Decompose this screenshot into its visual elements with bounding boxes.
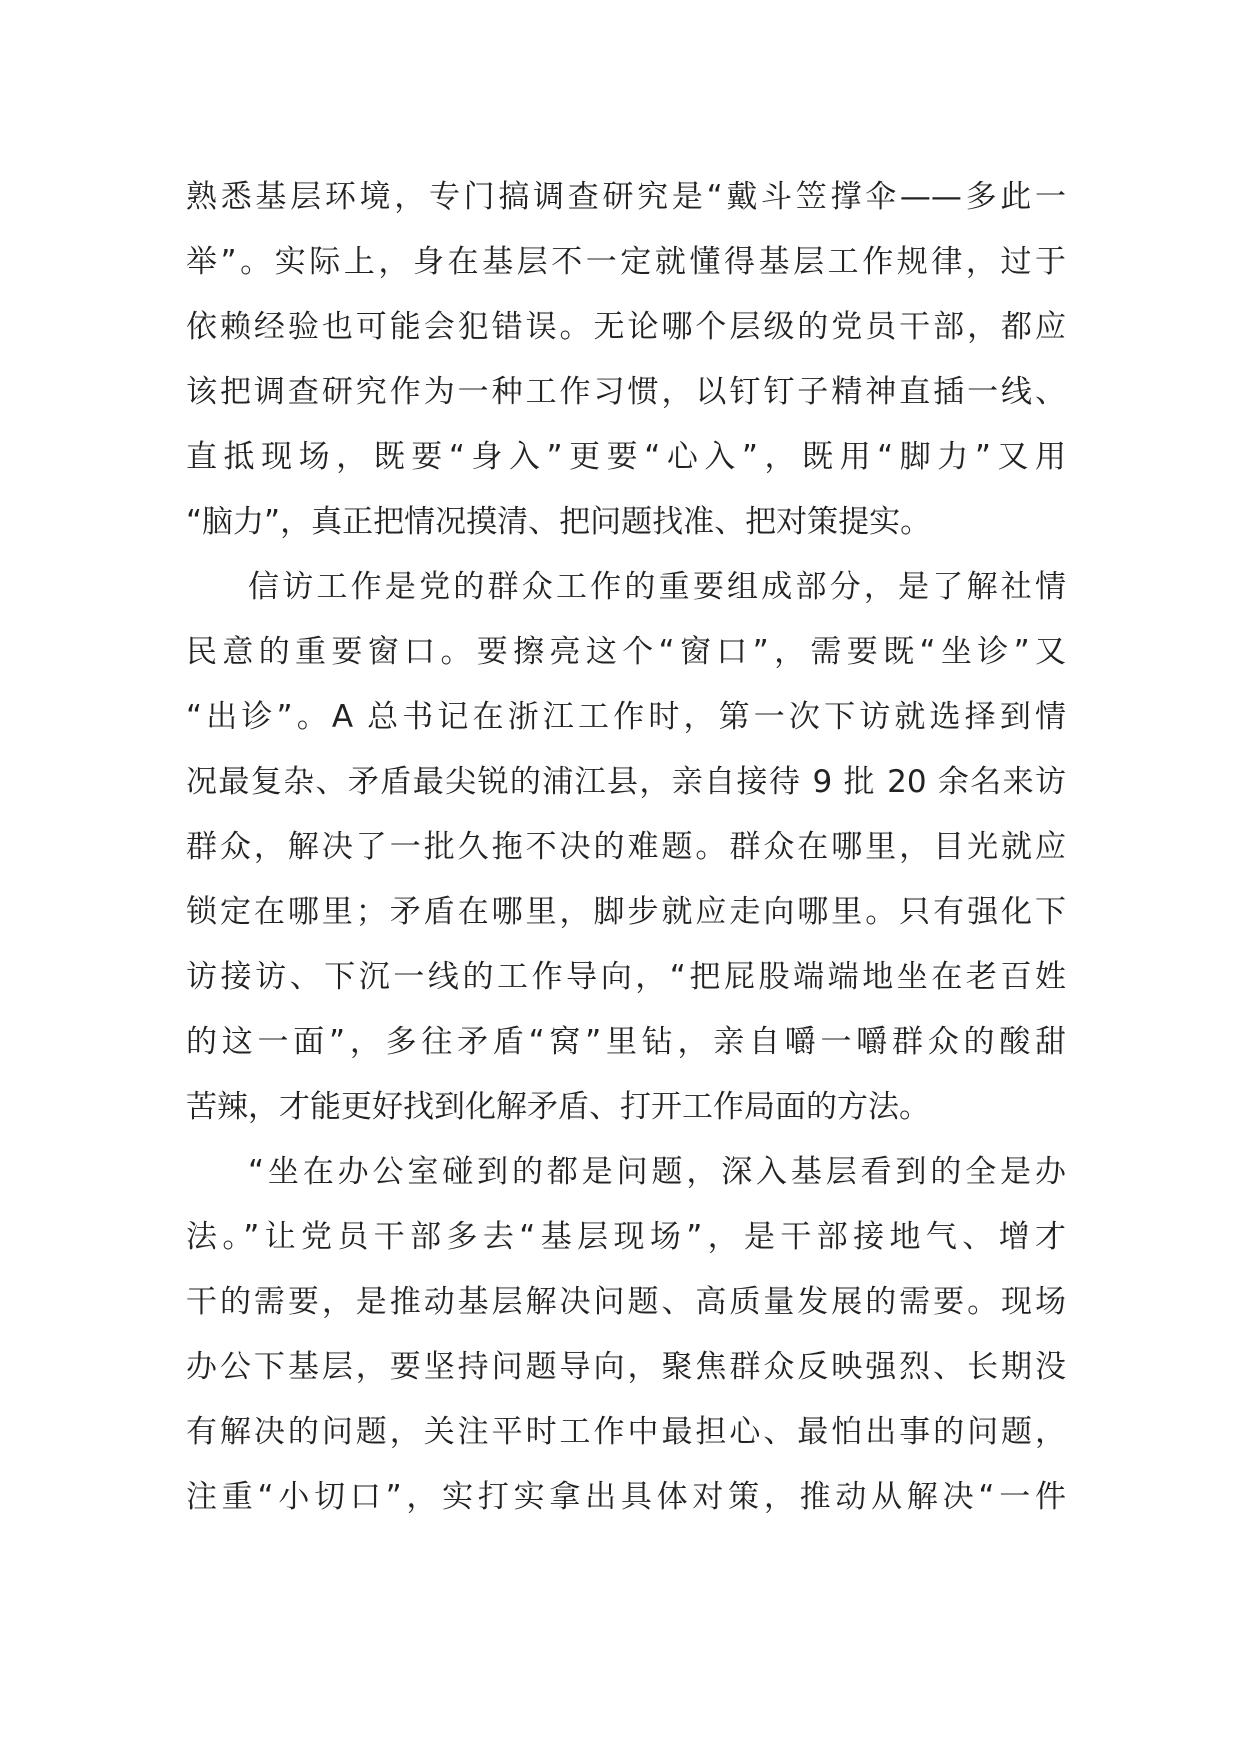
paragraph-2-line-4: 况最复杂、矛盾最尖锐的浦江县，亲自接待 9 批 20 余名来访 — [186, 764, 1066, 800]
paragraph-3-line-3: 干的需要，是推动基层解决问题、高质量发展的需要。现场 — [186, 1284, 1066, 1320]
paragraph-1-line-5: 直抵现场，既要“身入”更要“心入”，既用“脚力”又用 — [186, 439, 1066, 475]
paragraph-3-line-4: 办公下基层，要坚持问题导向，聚焦群众反映强烈、长期没 — [186, 1349, 1066, 1385]
paragraph-2-line-8: 的这一面”，多往矛盾“窝”里钻，亲自嚼一嚼群众的酸甜 — [186, 1024, 1066, 1060]
paragraph-3-line-6: 注重“小切口”，实打实拿出具体对策，推动从解决“一件 — [186, 1479, 1066, 1515]
paragraph-1-line-4: 该把调查研究作为一种工作习惯，以钉钉子精神直插一线、 — [186, 374, 1066, 410]
paragraph-1-line-1: 熟悉基层环境，专门搞调查研究是“戴斗笠撑伞——多此一 — [186, 179, 1066, 215]
paragraph-3-line-2: 法。”让党员干部多去“基层现场”，是干部接地气、增才 — [186, 1219, 1066, 1255]
body-text — [186, 165, 1066, 1530]
paragraph-3-line-5: 有解决的问题，关注平时工作中最担心、最怕出事的问题， — [186, 1414, 1066, 1450]
paragraph-2-line-7: 访接访、下沉一线的工作导向，“把屁股端端地坐在老百姓 — [186, 959, 1066, 995]
paragraph-3-line-1: “坐在办公室碰到的都是问题，深入基层看到的全是办 — [248, 1154, 1066, 1190]
paragraph-2-line-2: 民意的重要窗口。要擦亮这个“窗口”，需要既“坐诊”又 — [186, 634, 1066, 670]
paragraph-1-line-2: 举”。实际上，身在基层不一定就懂得基层工作规律，过于 — [186, 244, 1066, 280]
paragraph-2-line-5: 群众，解决了一批久拖不决的难题。群众在哪里，目光就应 — [186, 829, 1066, 865]
paragraph-1-line-6: “脑力”，真正把情况摸清、把问题找准、把对策提实。 — [186, 504, 932, 540]
paragraph-1-line-3: 依赖经验也可能会犯错误。无论哪个层级的党员干部，都应 — [186, 309, 1066, 345]
paragraph-2-line-9: 苦辣，才能更好找到化解矛盾、打开工作局面的方法。 — [186, 1089, 930, 1125]
paragraph-2-line-3: “出诊”。A 总书记在浙江工作时，第一次下访就选择到情 — [186, 699, 1066, 735]
paragraph-2-line-6: 锁定在哪里；矛盾在哪里，脚步就应走向哪里。只有强化下 — [186, 894, 1066, 930]
paragraph-2-line-1: 信访工作是党的群众工作的重要组成部分，是了解社情 — [248, 569, 1066, 605]
